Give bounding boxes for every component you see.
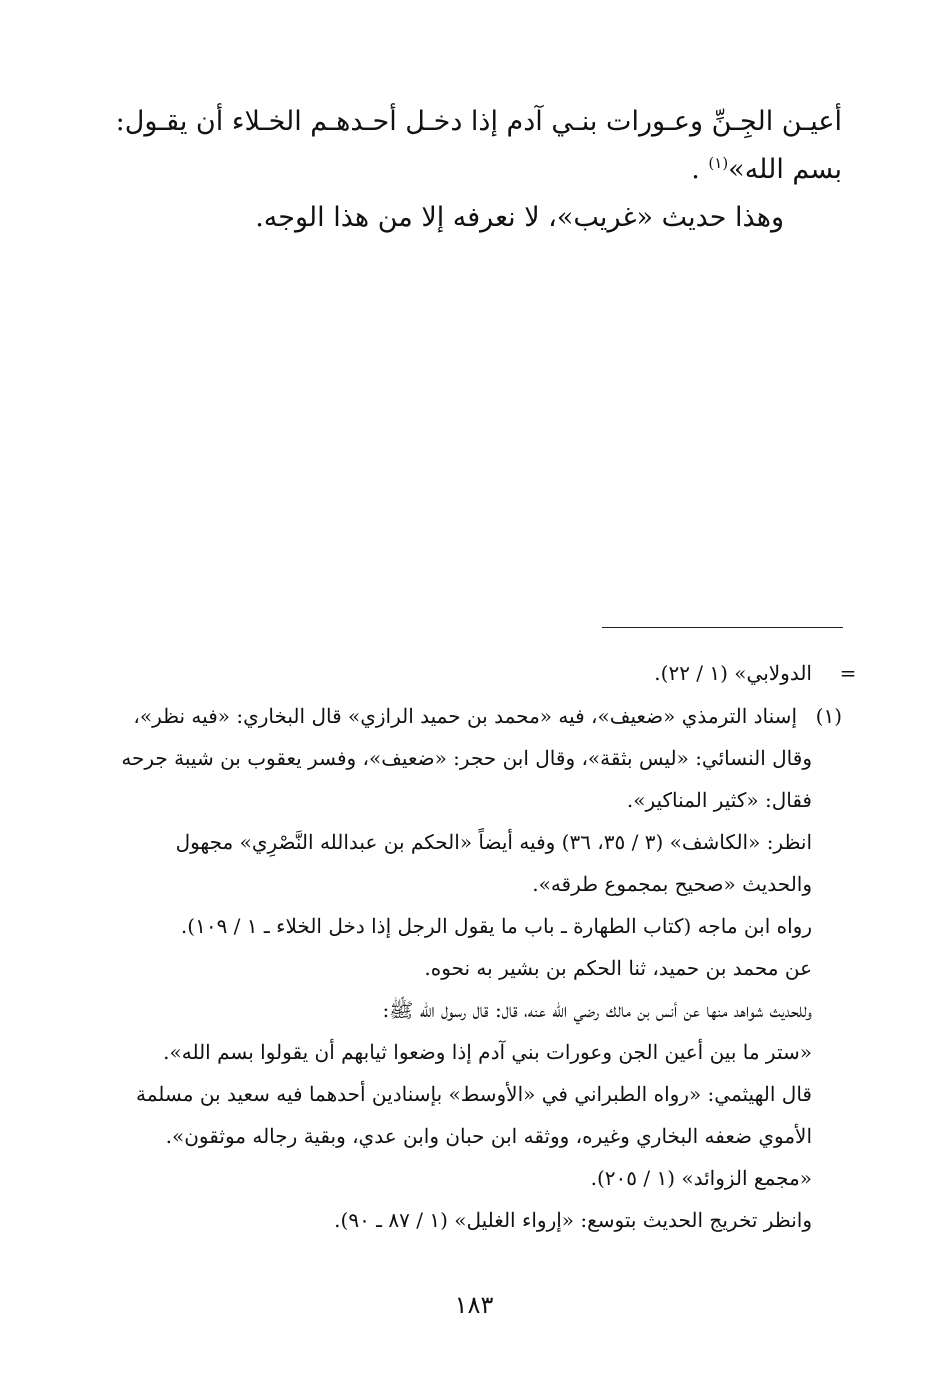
footnote-continuation-marker: = xyxy=(839,661,857,685)
footnote-separator xyxy=(602,627,843,628)
page-number: ١٨٣ xyxy=(454,1291,494,1319)
footnote-line-7: عن محمد بن حميد، ثنا الحكم بن بشير به نحوه. xyxy=(424,956,812,980)
footnote-line-11: الأموي ضعفه البخاري وغيره، ووثقه ابن حبان وابن عدي، وبقية رجاله موثقون». xyxy=(165,1124,812,1148)
footnote-line-3: فقال: «كثير المناكير». xyxy=(626,788,812,812)
footnote-line-1: إسناد الترمذي «ضعيف»، فيه «محمد بن حميد الرازي» قال البخاري: «فيه نظر»، xyxy=(133,704,797,728)
main-text-line-3: وهذا حديث «غريب»، لا نعرفه إلا من هذا الوجه. xyxy=(255,202,784,233)
footnote-line-13: وانظر تخريج الحديث بتوسع: «إرواء الغليل» (١ / ٨٧ ـ ٩٠). xyxy=(334,1208,812,1232)
footnote-number: (١) xyxy=(815,704,842,728)
main-text-line-2 xyxy=(102,150,842,190)
footnote-line-9: «ستر ما بين أعين الجن وعورات بني آدم إذا وضعوا ثيابهم أن يقولوا بسم الله». xyxy=(163,1040,812,1064)
main-text-line-2-text: بسم الله» xyxy=(728,154,842,185)
footnote-line-4: انظر: «الكاشف» (٣ / ٣٥، ٣٦) وفيه أيضاً «الحكم بن عبدالله النَّصْرِي» مجهول xyxy=(175,830,812,854)
main-text-line-2-end: . xyxy=(691,154,709,185)
footnote-line-8: وللحديث شواهد منها عن أنس بن مالك رضي الله عنه، قال: قال رسول الله ﷺ: xyxy=(382,998,812,1022)
footnote-line-6: رواه ابن ماجه (كتاب الطهارة ـ باب ما يقول الرجل إذا دخل الخلاء ـ ١ / ١٠٩). xyxy=(180,914,812,938)
footnote-line-2: وقال النسائي: «ليس بثقة»، وقال ابن حجر: «ضعيف»، وفسر يعقوب بن شيبة جرحه xyxy=(121,746,812,770)
footnote-reference: (١) xyxy=(708,154,729,172)
footnote-line-12: «مجمع الزوائد» (١ / ٢٠٥). xyxy=(590,1166,812,1190)
main-text-line-1: أعيـن الجِـنِّ وعـورات بنـي آدم إذا دخـل أحـدهـم الخـلاء أن يقـول: xyxy=(115,106,842,137)
footnote-continuation: الدولابي» (١ / ٢٢). xyxy=(654,661,812,685)
footnote-line-5: والحديث «صحيح بمجموع طرقه». xyxy=(532,872,812,896)
footnote-line-10: قال الهيثمي: «رواه الطبراني في «الأوسط» بإسنادين أحدهما فيه سعيد بن مسلمة xyxy=(136,1082,812,1106)
